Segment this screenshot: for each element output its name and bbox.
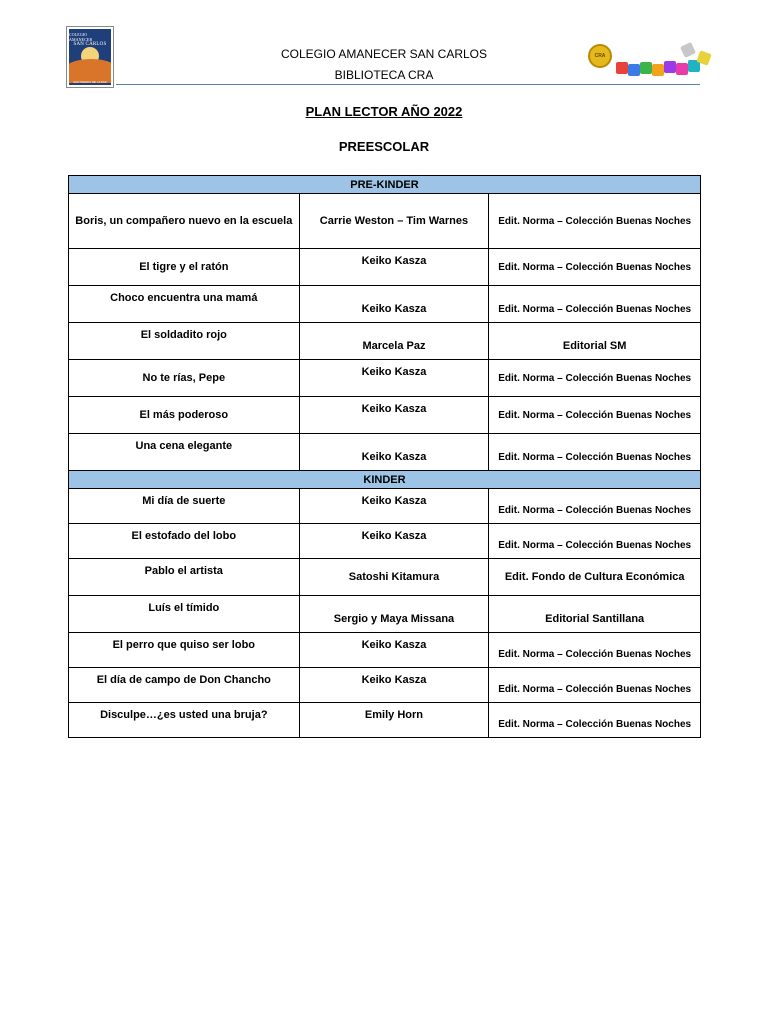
table-row (69, 668, 701, 703)
table-row (69, 323, 701, 360)
book-title: El más poderoso (69, 397, 300, 434)
book-author: Keiko Kasza (299, 489, 489, 524)
cra-seal-text: CRA (594, 53, 606, 59)
book-author: Emily Horn (299, 703, 489, 738)
library-name: BIBLIOTECA CRA (334, 68, 434, 82)
plan-title: PLAN LECTOR AÑO 2022 (305, 104, 463, 119)
letter-block-icon (680, 42, 696, 58)
table-row (69, 524, 701, 559)
letter-block-icon (628, 64, 640, 76)
book-publisher: Edit. Norma – Colección Buenas Noches (489, 703, 701, 738)
table-row (69, 633, 701, 668)
book-publisher: Edit. Norma – Colección Buenas Noches (489, 360, 701, 397)
book-author: Keiko Kasza (299, 668, 489, 703)
book-author: Keiko Kasza (299, 249, 489, 286)
book-publisher: Edit. Norma – Colección Buenas Noches (489, 633, 701, 668)
book-title: El estofado del lobo (69, 524, 300, 559)
table-row (69, 360, 701, 397)
letter-block-icon (616, 62, 628, 74)
book-title: Choco encuentra una mamá (69, 286, 300, 323)
book-author: Keiko Kasza (299, 397, 489, 434)
book-title: Una cena elegante (69, 434, 300, 471)
book-publisher: Edit. Norma – Colección Buenas Noches (489, 434, 701, 471)
section-header-row (69, 176, 701, 194)
table-row (69, 286, 701, 323)
table-row (69, 596, 701, 633)
book-title: Luís el tímido (69, 596, 300, 633)
section-header-kinder: KINDER (69, 471, 701, 489)
book-author: Marcela Paz (299, 323, 489, 360)
book-publisher: Edit. Norma – Colección Buenas Noches (489, 397, 701, 434)
section-header-row (69, 471, 701, 489)
section-header-pre-kinder: PRE-KINDER (69, 176, 701, 194)
book-title: El soldadito rojo (69, 323, 300, 360)
book-title: El perro que quiso ser lobo (69, 633, 300, 668)
book-author: Keiko Kasza (299, 524, 489, 559)
table-row (69, 703, 701, 738)
book-publisher: Edit. Fondo de Cultura Económica (489, 559, 701, 596)
book-title: El día de campo de Don Chancho (69, 668, 300, 703)
book-title: No te rías, Pepe (69, 360, 300, 397)
logo-text-line-3: SAN PEDRO DE LA PAZ (73, 80, 107, 84)
book-title: Pablo el artista (69, 559, 300, 596)
table-row (69, 194, 701, 249)
table-row (69, 434, 701, 471)
letter-block-icon (676, 63, 688, 75)
book-publisher: Editorial SM (489, 323, 701, 360)
book-publisher: Edit. Norma – Colección Buenas Noches (489, 668, 701, 703)
book-author: Keiko Kasza (299, 434, 489, 471)
book-title: El tigre y el ratón (69, 249, 300, 286)
book-publisher: Edit. Norma – Colección Buenas Noches (489, 489, 701, 524)
letter-block-icon (640, 62, 652, 74)
logo-text-line-2: SAN CARLOS (73, 42, 107, 47)
letter-block-icon (664, 61, 676, 73)
book-publisher: Edit. Norma – Colección Buenas Noches (489, 194, 701, 249)
logo-text-line-1: COLEGIO AMANECER (69, 32, 93, 42)
reading-list-table (68, 175, 701, 738)
table-row (69, 249, 701, 286)
table-row (69, 559, 701, 596)
book-title: Mi día de suerte (69, 489, 300, 524)
header-divider (116, 84, 700, 85)
cra-logo (586, 38, 718, 80)
level-title: PREESCOLAR (338, 139, 430, 154)
book-author: Keiko Kasza (299, 286, 489, 323)
book-author: Keiko Kasza (299, 633, 489, 668)
table-row (69, 489, 701, 524)
book-title: Boris, un compañero nuevo en la escuela (69, 194, 300, 249)
book-publisher: Edit. Norma – Colección Buenas Noches (489, 524, 701, 559)
book-author: Carrie Weston – Tim Warnes (299, 194, 489, 249)
book-author: Keiko Kasza (299, 360, 489, 397)
book-author: Satoshi Kitamura (299, 559, 489, 596)
school-name: COLEGIO AMANECER SAN CARLOS (280, 47, 488, 61)
book-author: Sergio y Maya Missana (299, 596, 489, 633)
book-title: Disculpe…¿es usted una bruja? (69, 703, 300, 738)
book-publisher: Editorial Santillana (489, 596, 701, 633)
book-publisher: Edit. Norma – Colección Buenas Noches (489, 286, 701, 323)
table-row (69, 397, 701, 434)
book-publisher: Edit. Norma – Colección Buenas Noches (489, 249, 701, 286)
cra-seal-icon (588, 44, 612, 68)
letter-block-icon (652, 64, 664, 76)
